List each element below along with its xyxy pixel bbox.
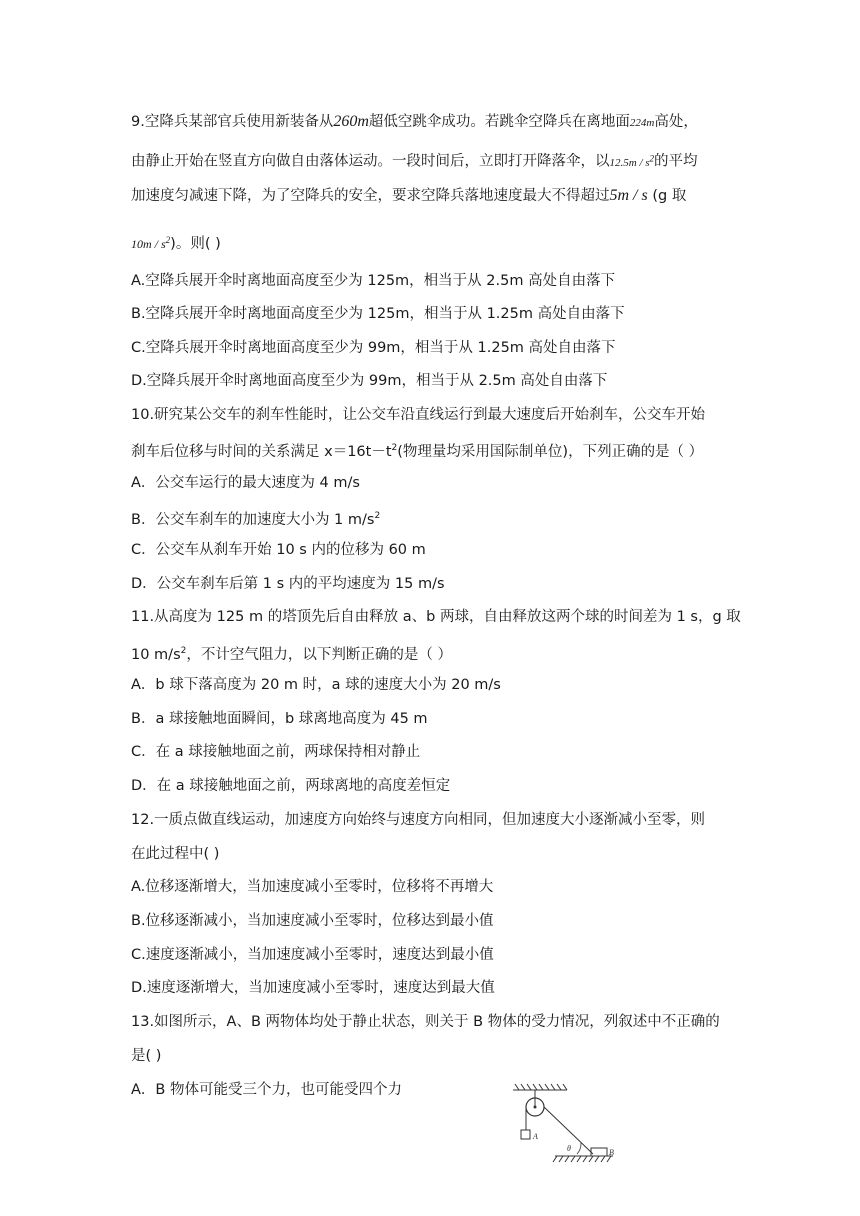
- q13-option-a: A．B 物体可能受三个力，也可能受四个力: [131, 1082, 402, 1098]
- q9-option-a: A.空降兵展开伞时离地面高度至少为 125m，相当于从 2.5m 高处自由落下: [131, 273, 616, 289]
- label-b: B: [609, 1148, 614, 1157]
- q9-text: )。则( ): [170, 236, 221, 252]
- q13-line-2: 是( ): [131, 1048, 162, 1064]
- label-theta: θ: [567, 1144, 571, 1153]
- q9-acceleration: $12.5m / s^2$: [609, 153, 655, 169]
- q9-line-2: [131, 148, 698, 173]
- q11-option-a: A．b 球下落高度为 20 m 时，a 球的速度大小为 20 m/s: [131, 677, 501, 693]
- q9-text: (g 取: [647, 188, 687, 204]
- q10-option-c: C．公交车从刹车开始 10 s 内的位移为 60 m: [131, 542, 426, 558]
- q11-option-b: B．a 球接触地面瞬间，b 球离地高度为 45 m: [131, 711, 428, 727]
- q12-option-a: A.位移逐渐增大，当加速度减小至零时，位移将不再增大: [131, 879, 494, 895]
- q11-line-2: 10 $m/s^2$，不计空气阻力，以下判断正确的是（ ）: [131, 646, 452, 663]
- q12-option-d: D.速度逐渐增大，当加速度减小至零时，速度达到最大值: [131, 980, 495, 996]
- q10-option-a: A．公交车运行的最大速度为 4 m/s: [131, 475, 360, 491]
- q11-line-1: 11.从高度为 125 m 的塔顶先后自由释放 a、b 两球，自由释放这两个球的时间差为 1 s，g 取: [131, 609, 741, 625]
- q9-height-260: 260m: [333, 113, 369, 130]
- q9-height-224: 224m: [629, 117, 655, 129]
- q9-option-d: D.空降兵展开伞时离地面高度至少为 99m，相当于从 2.5m 高处自由落下: [131, 373, 608, 389]
- ceiling: [513, 1084, 567, 1090]
- q11-option-c: C．在 a 球接触地面之前，两球保持相对静止: [131, 744, 421, 760]
- block-a: [521, 1130, 530, 1139]
- q12-line-1: 12.一质点做直线运动，加速度方向始终与速度方向相同，但加速度大小逐渐减小至零，则: [131, 812, 706, 828]
- ground: [553, 1156, 613, 1162]
- q9-line-3: [131, 186, 686, 206]
- q9-option-c: C.空降兵展开伞时离地面高度至少为 99m，相当于从 1.25m 高处自由落下: [131, 340, 616, 356]
- q9-text: 高处，: [654, 114, 698, 130]
- q10-line-2: 刹车后位移与时间的关系满足 $x=16t-t^2$(物理量均采用国际制单位)，下列正确的是（ ）: [131, 443, 704, 460]
- label-a: A: [533, 1132, 538, 1141]
- q9-g-value: $10m / s^2$: [131, 235, 171, 251]
- q13-line-1: 13.如图所示，A、B 两物体均处于静止状态，则关于 B 物体的受力情况，列叙述中不正确的: [131, 1014, 720, 1030]
- q12-option-b: B.位移逐渐减小，当加速度减小至零时，位移达到最小值: [131, 913, 494, 929]
- q9-text: 加速度匀减速下降，为了空降兵的安全，要求空降兵落地速度最大不得超过: [131, 188, 610, 204]
- q12-line-2: 在此过程中( ): [131, 846, 220, 862]
- pulley-figure: [505, 1082, 625, 1172]
- q10-line-1: 10.研究某公交车的刹车性能时，让公交车沿直线运行到最大速度后开始刹车，公交车开始: [131, 407, 706, 423]
- q12-option-c: C.速度逐渐减小，当加速度减小至零时，速度达到最小值: [131, 947, 494, 963]
- q9-line-1: [131, 112, 698, 133]
- q9-line-4: [131, 230, 221, 254]
- q9-text: 由静止开始在竖直方向做自由落体运动。一段时间后，立即打开降落伞，以: [131, 153, 610, 170]
- q9-text: 超低空跳伞成功。若跳伞空降兵在离地面: [368, 114, 630, 130]
- q9-text: 的平均: [654, 153, 698, 170]
- q10-option-b: B．公交车刹车的加速度大小为 1 $m/s^2$: [131, 511, 381, 528]
- q9-text: 9.空降兵某部官兵使用新装备从: [131, 114, 334, 130]
- block-b: [591, 1148, 607, 1156]
- q10-option-d: D．公交车刹车后第 1 s 内的平均速度为 15 m/s: [131, 576, 445, 592]
- q9-option-b: B.空降兵展开伞时离地面高度至少为 125m，相当于从 1.25m 高处自由落下: [131, 306, 625, 322]
- q9-speed-5: 5m / s: [609, 187, 648, 204]
- q11-option-d: D．在 a 球接触地面之前，两球离地的高度差恒定: [131, 778, 451, 794]
